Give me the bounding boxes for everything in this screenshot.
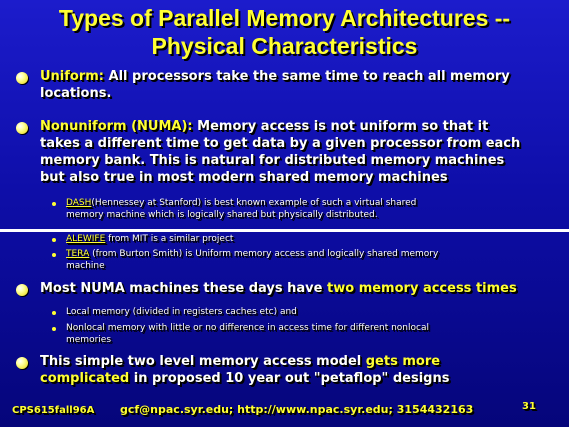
dash-link[interactable]: DASH — [66, 198, 92, 208]
sub-bullet-icon — [52, 238, 56, 242]
bullet-numa-times — [40, 280, 560, 297]
title-line-1: Types of Parallel Memory Architectures -- — [58, 5, 511, 31]
bullet-icon — [16, 284, 28, 296]
sub-bullet-alewife — [66, 233, 546, 245]
uniform-text: All processors take the same time to reach all memory — [104, 69, 510, 84]
nonlocal-text-2: memories — [66, 335, 112, 345]
sub-bullet-icon — [52, 202, 56, 206]
numa-text-1: Memory access is not uniform so that it — [192, 119, 489, 134]
sub-bullet-nonlocal — [66, 322, 546, 346]
sub-bullet-icon — [52, 253, 56, 257]
numa-text-3: memory bank. This is natural for distributed memory machines — [40, 153, 505, 168]
dash-text-1: (Hennessey at Stanford) is best known example of such a virtual shared — [91, 198, 417, 208]
footer-course-id: CPS615fall96A — [12, 405, 95, 416]
alewife-link[interactable]: ALEWIFE — [66, 234, 106, 244]
numa-times-highlight: two memory access times — [327, 281, 517, 296]
term-uniform: Uniform: — [40, 69, 105, 84]
tera-link[interactable]: TERA — [66, 249, 90, 259]
bullet-icon — [16, 72, 28, 84]
divider-line — [0, 229, 569, 232]
two-level-highlight-1: gets more — [365, 354, 441, 369]
sub-bullet-icon — [52, 311, 56, 315]
sub-bullet-local — [66, 306, 546, 318]
two-level-highlight-2: complicated — [40, 371, 130, 386]
nonlocal-text-1: Nonlocal memory with little or no difference in access time for different nonlocal — [66, 323, 429, 333]
sub-bullet-icon — [52, 327, 56, 331]
uniform-text-2: locations. — [40, 86, 112, 101]
title-line-2: Physical Characteristics — [151, 33, 418, 59]
dash-text-2: memory machine which is logically shared but physically distributed. — [66, 210, 378, 220]
numa-times-text: Most NUMA machines these days have — [40, 281, 328, 296]
tera-text-2: machine — [66, 261, 105, 271]
sub-bullet-dash — [66, 197, 546, 221]
tera-text-1: (from Burton Smith) is Uniform memory access and logically shared memory — [89, 249, 439, 259]
bullet-uniform — [40, 68, 560, 102]
numa-text-4: but also true in most modern shared memory machines — [40, 170, 448, 185]
alewife-text: from MIT is a similar project — [105, 234, 234, 244]
numa-text-2: takes a different time to get data by a given processor from each — [40, 136, 521, 151]
two-level-text-2: in proposed 10 year out "petaflop" designs — [129, 371, 450, 386]
sub-bullet-tera — [66, 248, 546, 272]
page-number: 31 — [522, 401, 536, 412]
slide-title — [0, 4, 569, 60]
bullet-two-level — [40, 353, 560, 387]
term-numa: Nonuniform (NUMA): — [40, 119, 193, 134]
local-memory-text: Local memory (divided in registers caches etc) and — [66, 307, 297, 317]
bullet-numa — [40, 118, 560, 186]
two-level-text-1: This simple two level memory access model — [40, 354, 366, 369]
bullet-icon — [16, 122, 28, 134]
footer-contact: gcf@npac.syr.edu; http://www.npac.syr.edu; 3154432163 — [120, 403, 474, 416]
bullet-icon — [16, 357, 28, 369]
